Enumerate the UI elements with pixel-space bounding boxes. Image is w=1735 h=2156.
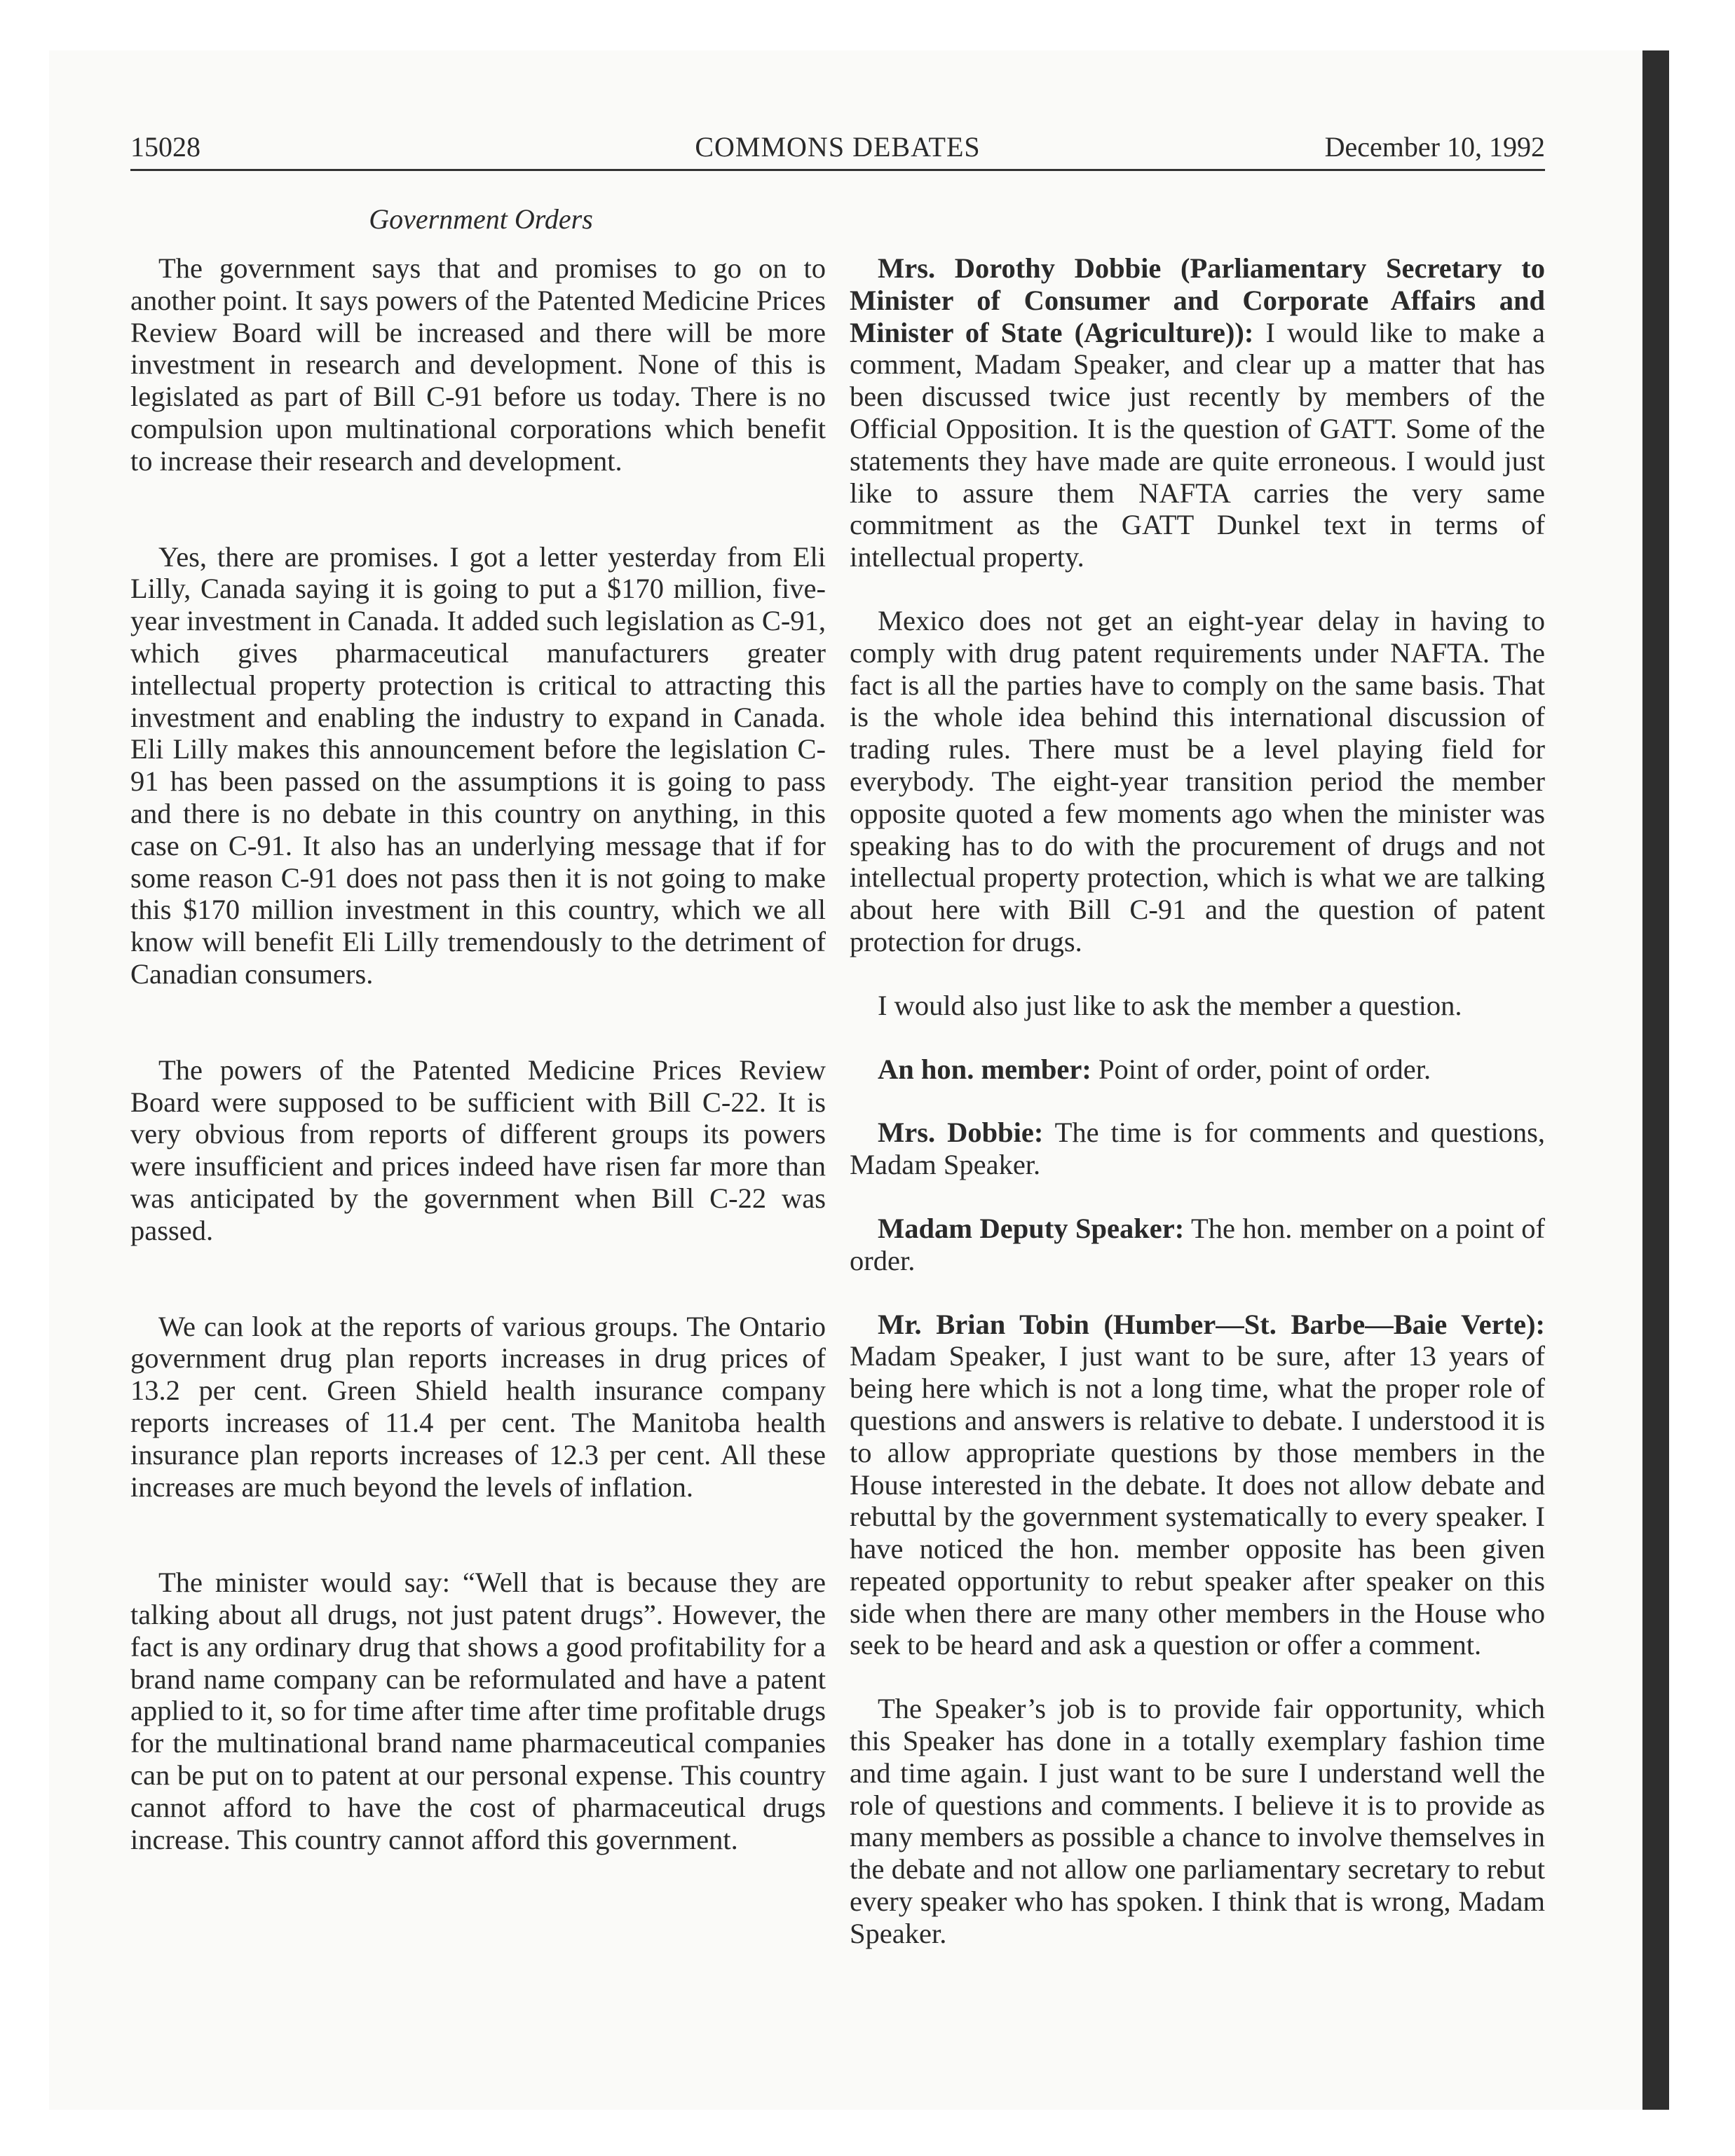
page-number: 15028 xyxy=(130,131,200,163)
speaker-name: An hon. member: xyxy=(878,1053,1091,1085)
speech-text: Madam Speaker, I just want to be sure, after 13 years of being here which is not a long time, what the proper role of questions and answers is relative to debate. I understood it is to allow appropriate questions by those members in the House interested in the debate. It does not allow debate and rebuttal by the government systematically to every speaker. I have noticed the hon. member opposite has been given repeated opportunity to rebut speaker after speaker on this side when there are many other members in the House who seek to be heard and ask a question or offer a comment. xyxy=(850,1340,1545,1661)
paragraph: Yes, there are promises. I got a letter yesterday from Eli Lilly, Canada saying it is going to put a $170 million, five-year investment in Canada. It added such legislation as C-91, which gives pharmaceutical manufacturers greater intellectual property protection is critical to attracting this investment and enabling the industry to expand in Canada. Eli Lilly makes this announcement before the legislation C-91 has been passed on the assumptions it is going to pass and there is no debate in this country on anything, in this case on C-91. It also has an underlying message that if for some reason C-91 does not pass then it is not going to make this $170 million investment in this country, which we all know will benefit Eli Lilly tremendously to the detriment of Canadian consumers. xyxy=(130,540,826,990)
speaker-name: Mrs. Dorothy Dobbie (Parliamentary Secretary to Minister of Consumer and Corporate Affairs and Minister of State (Agriculture)): xyxy=(850,252,1545,348)
speech-text: The hon. member on a point of order. xyxy=(850,1212,1545,1276)
journal-title: COMMONS DEBATES xyxy=(695,131,981,163)
page-header xyxy=(130,126,1545,168)
speech-text: The Speaker’s job is to provide fair opportunity, which this Speaker has done in a totally exemplary fashion time and time again. I just want to be sure I understand well the role of questions and comments. I believe it is to provide as many members as possible a chance to involve themselves in the debate and not allow one parliamentary secretary to rebut every speaker who has spoken. I think that is wrong, Madam Speaker. xyxy=(850,1693,1545,1949)
paragraph: The government says that and promises to go on to another point. It says powers of the Patented Medicine Prices Review Board will be increased and there will be more investment in research and development. None of this is legislated as part of Bill C-91 before us today. There is no compulsion upon multinational corporations which benefit to increase their research and development. xyxy=(130,252,826,477)
speech-paragraph xyxy=(850,1053,1545,1086)
speech-text: I would like to make a comment, Madam Speaker, and clear up a matter that has been discussed twice just recently by members of the Official Opposition. It is the question of GATT. Some of the statements they have made are quite erroneous. I would just like to assure them NAFTA carries the very same commitment as the GATT Dunkel text in terms of intellectual property. xyxy=(850,316,1545,573)
scan-margin xyxy=(0,0,1735,50)
speech-paragraph xyxy=(850,605,1545,958)
speech-paragraph xyxy=(850,990,1545,1022)
speech-text: Mexico does not get an eight-year delay in having to comply with drug patent requirements under NAFTA. The fact is all the parties have to comply on the same basis. That is the whole idea behind this international discussion of trading rules. There must be a level playing field for everybody. The eight-year transition period the member opposite quoted a few moments ago when the minister was speaking has to do with the procurement of drugs and not intellectual property protection, which is what we are talking about here with Bill C-91 and the question of patent protection for drugs. xyxy=(850,604,1545,957)
speech-text: Point of order, point of order. xyxy=(1091,1053,1431,1085)
speech-paragraph xyxy=(850,1117,1545,1181)
scan-margin xyxy=(1668,0,1735,2156)
speech-paragraph xyxy=(850,1309,1545,1662)
speech-paragraph xyxy=(850,1213,1545,1277)
left-column xyxy=(130,252,826,1919)
section-title: Government Orders xyxy=(369,203,593,235)
speech-text: The time is for comments and questions, Madam Speaker. xyxy=(850,1117,1545,1181)
scan-edge-shadow xyxy=(1642,50,1669,2110)
paragraph: The powers of the Patented Medicine Prices Review Board were supposed to be sufficient with Bill C-22. It is very obvious from reports of different groups its powers were insufficient and prices indeed have risen far more than was anticipated by the government when Bill C-22 was passed. xyxy=(130,1053,826,1246)
issue-date: December 10, 1992 xyxy=(1324,131,1545,163)
speech-paragraph xyxy=(850,1693,1545,1949)
paragraph: The minister would say: “Well that is because they are talking about all drugs, not just patent drugs”. However, the fact is any ordinary drug that shows a good profitability for a brand name company can be reformulated and have a patent applied to it, so for time after time after time profitable drugs for the multinational brand name pharmaceutical companies can be put on to patent at our personal expense. This country cannot afford to have the cost of pharmaceutical drugs increase. This country cannot afford this government. xyxy=(130,1567,826,1855)
speaker-name: Mrs. Dobbie: xyxy=(878,1117,1044,1149)
speech-text: I would also just like to ask the member a question. xyxy=(878,989,1462,1021)
paragraph: We can look at the reports of various groups. The Ontario government drug plan reports increases in drug prices of 13.2 per cent. Green Shield health insurance company reports increases of 11.4 per cent. The Manitoba health insurance plan reports increases of 12.3 per cent. All these increases are much beyond the levels of inflation. xyxy=(130,1310,826,1503)
speech-paragraph xyxy=(850,252,1545,573)
scan-margin xyxy=(0,2110,1735,2156)
speaker-name: Madam Deputy Speaker: xyxy=(878,1212,1185,1244)
scan-margin xyxy=(0,0,49,2156)
header-rule xyxy=(130,169,1545,171)
speaker-name: Mr. Brian Tobin (Humber—St. Barbe—Baie Verte): xyxy=(878,1308,1545,1340)
right-column xyxy=(850,252,1545,1981)
